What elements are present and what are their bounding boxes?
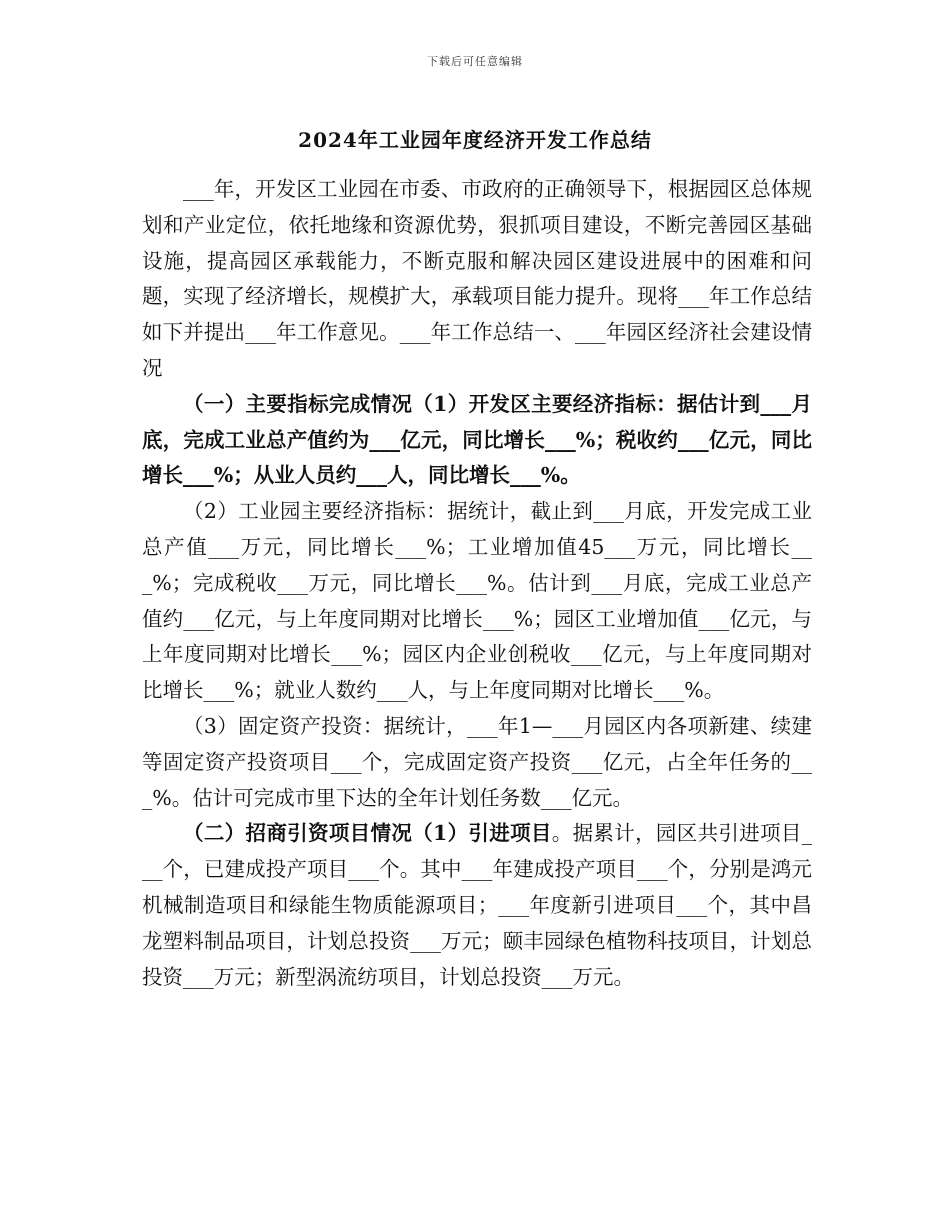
page-title: 2024年工业园年度经济开发工作总结 [298, 128, 652, 152]
download-note: 下载后可任意编辑 [427, 55, 523, 68]
section-investment-projects [142, 816, 812, 995]
section-investment-heading: （二）招商引资项目情况（1）引进项目 [183, 821, 552, 846]
section-industrial-park-indicators: （2）工业园主要经济指标：据统计，截止到___月底，开发完成工业总产值___万元，同比增长___%；工业增加值45___万元，同比增长___%；完成税收___万元，同比增长___%。估计到___月底，完成工业总产值约___亿元，与上年度同期对比增长___%；园区工业增加值___亿元，与上年度同期对比增长___%；园区内企业创税收___亿元，与上年度同期对比增长___%；就业人数约___人，与上年度同期对比增长___%。 [142, 499, 812, 703]
section-investment-text: 。据累计，园区共引进项目___个，已建成投产项目___个。其中___年建成投产项目___个，分别是鸿元机械制造项目和绿能生物质能源项目；___年度新引进项目___个，其中昌龙塑料制品项目，计划总投资___万元；颐丰园绿色植物科技项目，计划总投资___万元；新型涡流纺项目，计划总投资___万元。 [142, 821, 813, 989]
intro-paragraph: ___年，开发区工业园在市委、市政府的正确领导下，根据园区总体规划和产业定位，依托地缘和资源优势，狠抓项目建设，不断完善园区基础设施，提高园区承载能力，不断克服和解决园区建设进展中的困难和问题，实现了经济增长，规模扩大，承载项目能力提升。现将___年工作总结如下并提出___年工作意见。___年工作总结一、___年园区经济社会建设情况 [142, 177, 812, 380]
section-main-indicators: （一）主要指标完成情况（1）开发区主要经济指标：据估计到___月底，完成工业总产值约为___亿元，同比增长___%；税收约___亿元，同比增长___%；从业人员约___人，同比增长___%。 [142, 391, 812, 488]
document-body [142, 172, 812, 995]
section-fixed-asset-investment: （3）固定资产投资：据统计，___年1—___月园区内各项新建、续建等固定资产投资项目___个，完成固定资产投资___亿元，占全年任务的___%。估计可完成市里下达的全年计划任务数___亿元。 [142, 713, 812, 810]
